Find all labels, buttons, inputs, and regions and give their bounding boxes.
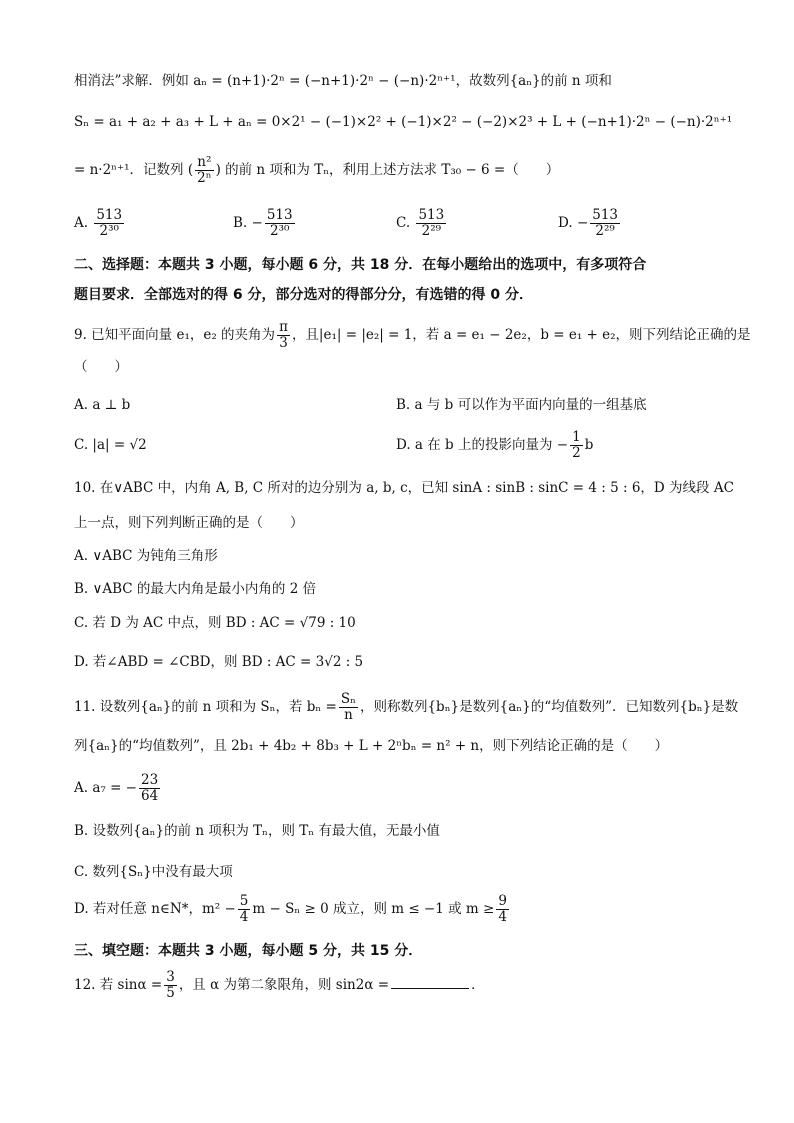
q9-option-d-num: 1 (572, 429, 581, 445)
q12-fraction (164, 970, 177, 1001)
q9-angle-den: 3 (279, 335, 288, 351)
q9-option-d-den: 2 (572, 445, 581, 461)
q10-option-a[interactable]: A. ∨ABC 为钝角三角形 (74, 548, 218, 564)
q12-den: 5 (166, 985, 175, 1001)
q11-option-d[interactable] (74, 894, 511, 925)
q12-end: ． (471, 977, 485, 993)
q11-line-2: 列{aₙ}的“均值数列”，且 2b₁ + 4b₂ + 8b₃ + L + 2ⁿbₙ = n² + n，则下列结论正确的是（ ） (74, 738, 669, 754)
q8-fraction-denominator: 2ⁿ (197, 170, 212, 186)
q8-option-d[interactable] (558, 208, 622, 239)
q8-fraction-numerator: n² (195, 155, 213, 171)
q11-mean-den: n (344, 707, 353, 723)
q9-paren: （ ） (74, 359, 128, 375)
q8-option-b-fraction (265, 208, 295, 239)
q8-option-d-fraction (590, 208, 620, 239)
q8-option-d-sign: − (576, 215, 589, 231)
q10-option-c[interactable]: C. 若 D 为 AC 中点，则 BD : AC = √79 : 10 (74, 615, 356, 631)
section-2-heading-line-2: 题目要求．全部选对的得 6 分，部分选对的得部分分，有选错的得 0 分． (74, 287, 533, 303)
q12-stem (74, 970, 485, 1001)
section-3-heading: 三、填空题：本题共 3 小题，每小题 5 分，共 15 分． (74, 943, 423, 959)
q10-option-d[interactable]: D. 若∠ABD = ∠CBD，则 BD : AC = 3√2 : 5 (74, 654, 364, 670)
q8-line-1: 相消法”求解．例如 aₙ = (n+1)·2ⁿ = (−n+1)·2ⁿ − (−n)·2ⁿ⁺¹，故数列{aₙ}的前 n 项和 (74, 73, 612, 89)
q8-option-a[interactable] (74, 208, 126, 239)
q11-option-d-num-1: 5 (239, 893, 249, 909)
q9-option-d-post: b (584, 437, 594, 453)
q11-option-d-den-2: 4 (498, 909, 507, 925)
q8-option-b[interactable] (233, 208, 297, 239)
q12-pre: 12. 若 sinα = (74, 977, 163, 993)
q8-option-b-num: 513 (266, 207, 293, 223)
q12-post: ，且 α 为第二象限角，则 sin2α = (178, 977, 390, 993)
q11-option-a-pre: A. a₇ = − (74, 780, 137, 796)
q8-option-c-den: 2²⁹ (421, 223, 442, 239)
q11-option-a-num: 23 (141, 772, 159, 788)
q8-option-b-sign: − (251, 215, 263, 231)
q9-option-c[interactable]: C. |a| = √2 (74, 437, 147, 453)
q9-stem (74, 320, 751, 351)
section-2-heading-line-1: 二、选择题：本题共 3 小题，每小题 6 分，共 18 分．在每小题给出的选项中，有多项符合 (74, 257, 647, 273)
q8-option-a-letter: A. (74, 215, 89, 231)
q8-fraction (195, 155, 213, 186)
q8-option-c-letter: C. (396, 215, 411, 231)
q8-line-3-pre: = n·2ⁿ⁺¹．记数列 ( (74, 162, 194, 178)
q8-option-d-letter: D. (558, 215, 573, 231)
q8-option-b-letter: B. (233, 215, 248, 231)
q9-angle-num: π (279, 319, 288, 335)
q11-line-1-pre: 11. 设数列{aₙ}的前 n 项和为 Sₙ，若 bₙ = (74, 699, 337, 715)
q10-option-b[interactable]: B. ∨ABC 的最大内角是最小内角的 2 倍 (74, 581, 317, 597)
q8-option-a-num: 513 (96, 207, 123, 223)
q8-line-3 (74, 155, 559, 186)
q11-option-b[interactable]: B. 设数列{aₙ}的前 n 项积为 Tₙ，则 Tₙ 有最大值，无最小值 (74, 823, 440, 839)
q11-line-1-post: ，则称数列{bₙ}是数列{aₙ}的“均值数列”．已知数列{bₙ}是数 (359, 699, 739, 715)
q9-option-d-fraction (570, 430, 583, 461)
q11-option-a[interactable] (74, 773, 162, 804)
q8-option-d-den: 2²⁹ (595, 223, 615, 239)
q8-option-b-den: 2³⁰ (270, 223, 290, 239)
q11-option-d-fraction-2 (496, 894, 509, 925)
q9-option-b[interactable]: B. a 与 b 可以作为平面内向量的一组基底 (396, 397, 647, 413)
q8-line-2: Sₙ = a₁ + a₂ + a₃ + L + aₙ = 0×2¹ − (−1)×2² + (−1)×2² − (−2)×2³ + L + (−n+1)·2ⁿ − (−n)·2ⁿ⁺¹ (74, 114, 733, 130)
q10-line-2: 上一点，则下列判断正确的是（ ） (74, 515, 304, 531)
q8-option-c-fraction (416, 208, 446, 239)
q8-line-3-post: ) 的前 n 项和为 Tₙ，利用上述方法求 T₃₀ − 6 =（ ） (215, 162, 560, 178)
q9-option-a[interactable]: A. a ⊥ b (74, 397, 131, 413)
q11-option-a-fraction (139, 773, 160, 804)
q11-option-a-den: 64 (141, 788, 159, 804)
q8-option-a-den: 2³⁰ (99, 223, 119, 239)
q10-line-1: 10. 在∨ABC 中，内角 A, B, C 所对的边分别为 a, b, c，已知 sinA : sinB : sinC = 4 : 5 : 6，D 为线段 AC (74, 480, 734, 496)
q11-option-d-fraction-1 (238, 894, 251, 925)
q11-option-d-den-1: 4 (239, 909, 249, 925)
q9-angle-fraction (277, 320, 290, 351)
q11-option-d-mid: m − Sₙ ≥ 0 成立，则 m ≤ −1 或 m ≥ (252, 901, 495, 917)
q11-mean-num: Sₙ (340, 691, 356, 707)
q11-mean-fraction (339, 692, 358, 723)
q11-option-d-pre: D. 若对任意 n∈N*，m² − (74, 901, 236, 917)
q8-option-c[interactable] (396, 208, 448, 239)
q8-option-d-num: 513 (592, 207, 619, 223)
q11-option-d-num-2: 9 (498, 893, 507, 909)
q8-option-c-num: 513 (418, 207, 445, 223)
q12-answer-blank[interactable] (391, 976, 469, 989)
q9-stem-pre: 9. 已知平面向量 e₁，e₂ 的夹角为 (74, 327, 276, 343)
q12-num: 3 (166, 969, 175, 985)
q9-stem-post: ，且|e₁| = |e₂| = 1，若 a = e₁ − 2e₂，b = e₁ + e₂，则下列结论正确的是 (291, 327, 751, 343)
q11-line-1 (74, 692, 738, 723)
q9-option-d[interactable] (396, 430, 593, 461)
q9-option-d-pre: D. a 在 b 上的投影向量为 − (396, 437, 569, 453)
q8-option-a-fraction (94, 208, 124, 239)
q11-option-c[interactable]: C. 数列{Sₙ}中没有最大项 (74, 864, 233, 880)
